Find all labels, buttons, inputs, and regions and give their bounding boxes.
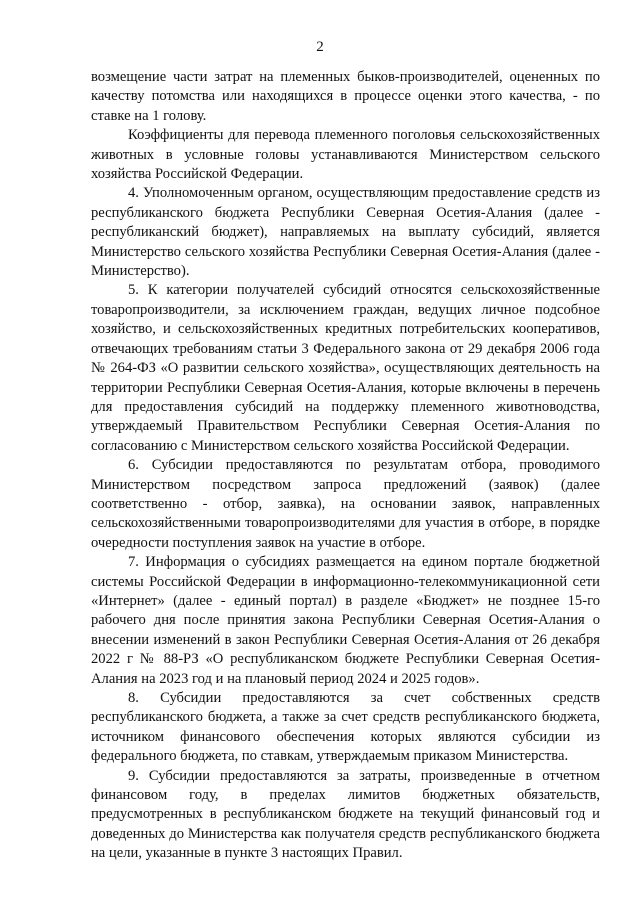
paragraph-4: 4. Уполномоченным органом, осуществляющим предоставление средств из республиканского бюджета Республики Северная Осетия-Алания (далее - республиканский бюджет), направляемых на выплату субсидий, является Министерство сельского хозяйства Республики Северная Осетия-Алания (далее - Министерство). xyxy=(91,185,600,280)
document-body xyxy=(91,68,600,864)
paragraph-9: 9. Субсидии предоставляются за затраты, произведенные в отчетном финансовом году, в пределах лимитов бюджетных обязательств, предусмотренных в республиканском бюджете на текущий финансовый год и доведенных до Министерства как получателя средств республиканского бюджета на цели, указанные в пункте 3 настоящих Правил. xyxy=(91,767,600,862)
paragraph-coefficients: Коэффициенты для перевода племенного поголовья сельскохозяйственных животных в условные головы устанавливаются Министерством сельского хозяйства Российской Федерации. xyxy=(91,127,600,183)
paragraph-6: 6. Субсидии предоставляются по результатам отбора, проводимого Министерством посредством запроса предложений (заявок) (далее соответственно - отбор, заявка), на основании заявок, направленных сельскохозяйственными товаропроизводителями для участия в отборе, в порядке очередности поступления заявок на участие в отборе. xyxy=(91,457,600,551)
paragraph-continuation: возмещение части затрат на племенных быков-производителей, оцененных по качеству потомства или находящихся в процессе оценки этого качества, - по ставке на 1 голову. xyxy=(91,69,600,124)
paragraph-5: 5. К категории получателей субсидий относятся сельскохозяйственные товаропроизводители, за исключением граждан, ведущих личное подсобное хозяйство, и сельскохозяйственных кредитных потребительских кооперативов, отвечающих требованиям статьи 3 Федерального закона от 29 декабря 2006 года № 264-ФЗ «О развитии сельского хозяйства», осуществляющих деятельность на территории Республики Северная Осетия-Алания, которые включены в перечень для предоставления субсидий на поддержку племенного животноводства, утверждаемый Правительством Республики Северная Осетия-Алания по согласованию с Министерством сельского хозяйства Российской Федерации. xyxy=(91,282,600,454)
page-number: 2 xyxy=(316,39,324,55)
paragraph-8: 8. Субсидии предоставляются за счет собственных средств республиканского бюджета, а также за счет средств республиканского бюджета, источником финансового обеспечения которых являются субсидии из федерального бюджета, по ставкам, утверждаемым приказом Министерства. xyxy=(91,690,600,765)
paragraph-7: 7. Информация о субсидиях размещается на едином портале бюджетной системы Российской Федерации в информационно-телекоммуникационной сети «Интернет» (далее - единый портал) в разделе «Бюджет» не позднее 15-го рабочего дня после принятия закона Республики Северная Осетия-Алания о внесении изменений в закон Республики Северная Осетия-Алания от 26 декабря 2022 г № 88-РЗ «О республиканском бюджете Республики Северная Осетия-Алания на 2023 год и на плановый период 2024 и 2025 годов». xyxy=(91,554,600,687)
